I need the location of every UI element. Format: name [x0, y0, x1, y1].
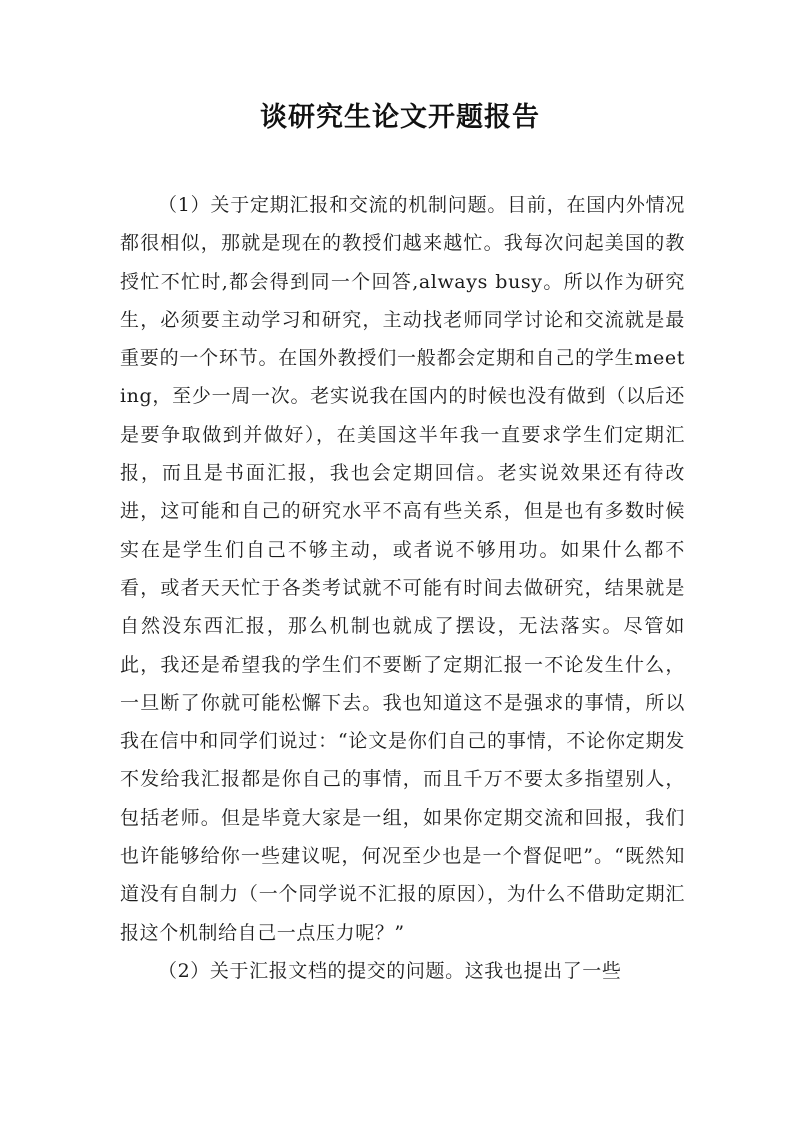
paragraph-2: （2）关于汇报文档的提交的问题。这我也提出了一些: [158, 959, 622, 982]
document-title: 谈研究生论文开题报告: [260, 102, 540, 133]
document-body: [120, 186, 685, 990]
paragraph-1: （1）关于定期汇报和交流的机制问题。目前，在国内外情况都很相似，那就是现在的教授们越来越忙。我每次问起美国的教授忙不忙时,都会得到同一个回答,always busy。所以作为研究生，必须要主动学习和研究，主动找老师同学讨论和交流就是最重要的一个环节。在国外教授们一般都会定期和自己的学生meeting，至少一周一次。老实说我在国内的时候也没有做到（以后还是要争取做到并做好），在美国这半年我一直要求学生们定期汇报，而且是书面汇报，我也会定期回信。老实说效果还有待改进，这可能和自己的研究水平不高有些关系，但是也有多数时候实在是学生们自己不够主动，或者说不够用功。如果什么都不看，或者天天忙于各类考试就不可能有时间去做研究，结果就是自然没东西汇报，那么机制也就成了摆设，无法落实。尽管如此，我还是希望我的学生们不要断了定期汇报一不论发生什么，一旦断了你就可能松懈下去。我也知道这不是强求的事情，所以我在信中和同学们说过：“论文是你们自己的事情，不论你定期发不发给我汇报都是你自己的事情，而且千万不要太多指望别人，包括老师。但是毕竟大家是一组，如果你定期交流和回报，我们也许能够给你一些建议呢，何况至少也是一个督促吧”。“既然知道没有自制力（一个同学说不汇报的原因），为什么不借助定期汇报这个机制给自己一点压力呢？”: [120, 194, 685, 944]
